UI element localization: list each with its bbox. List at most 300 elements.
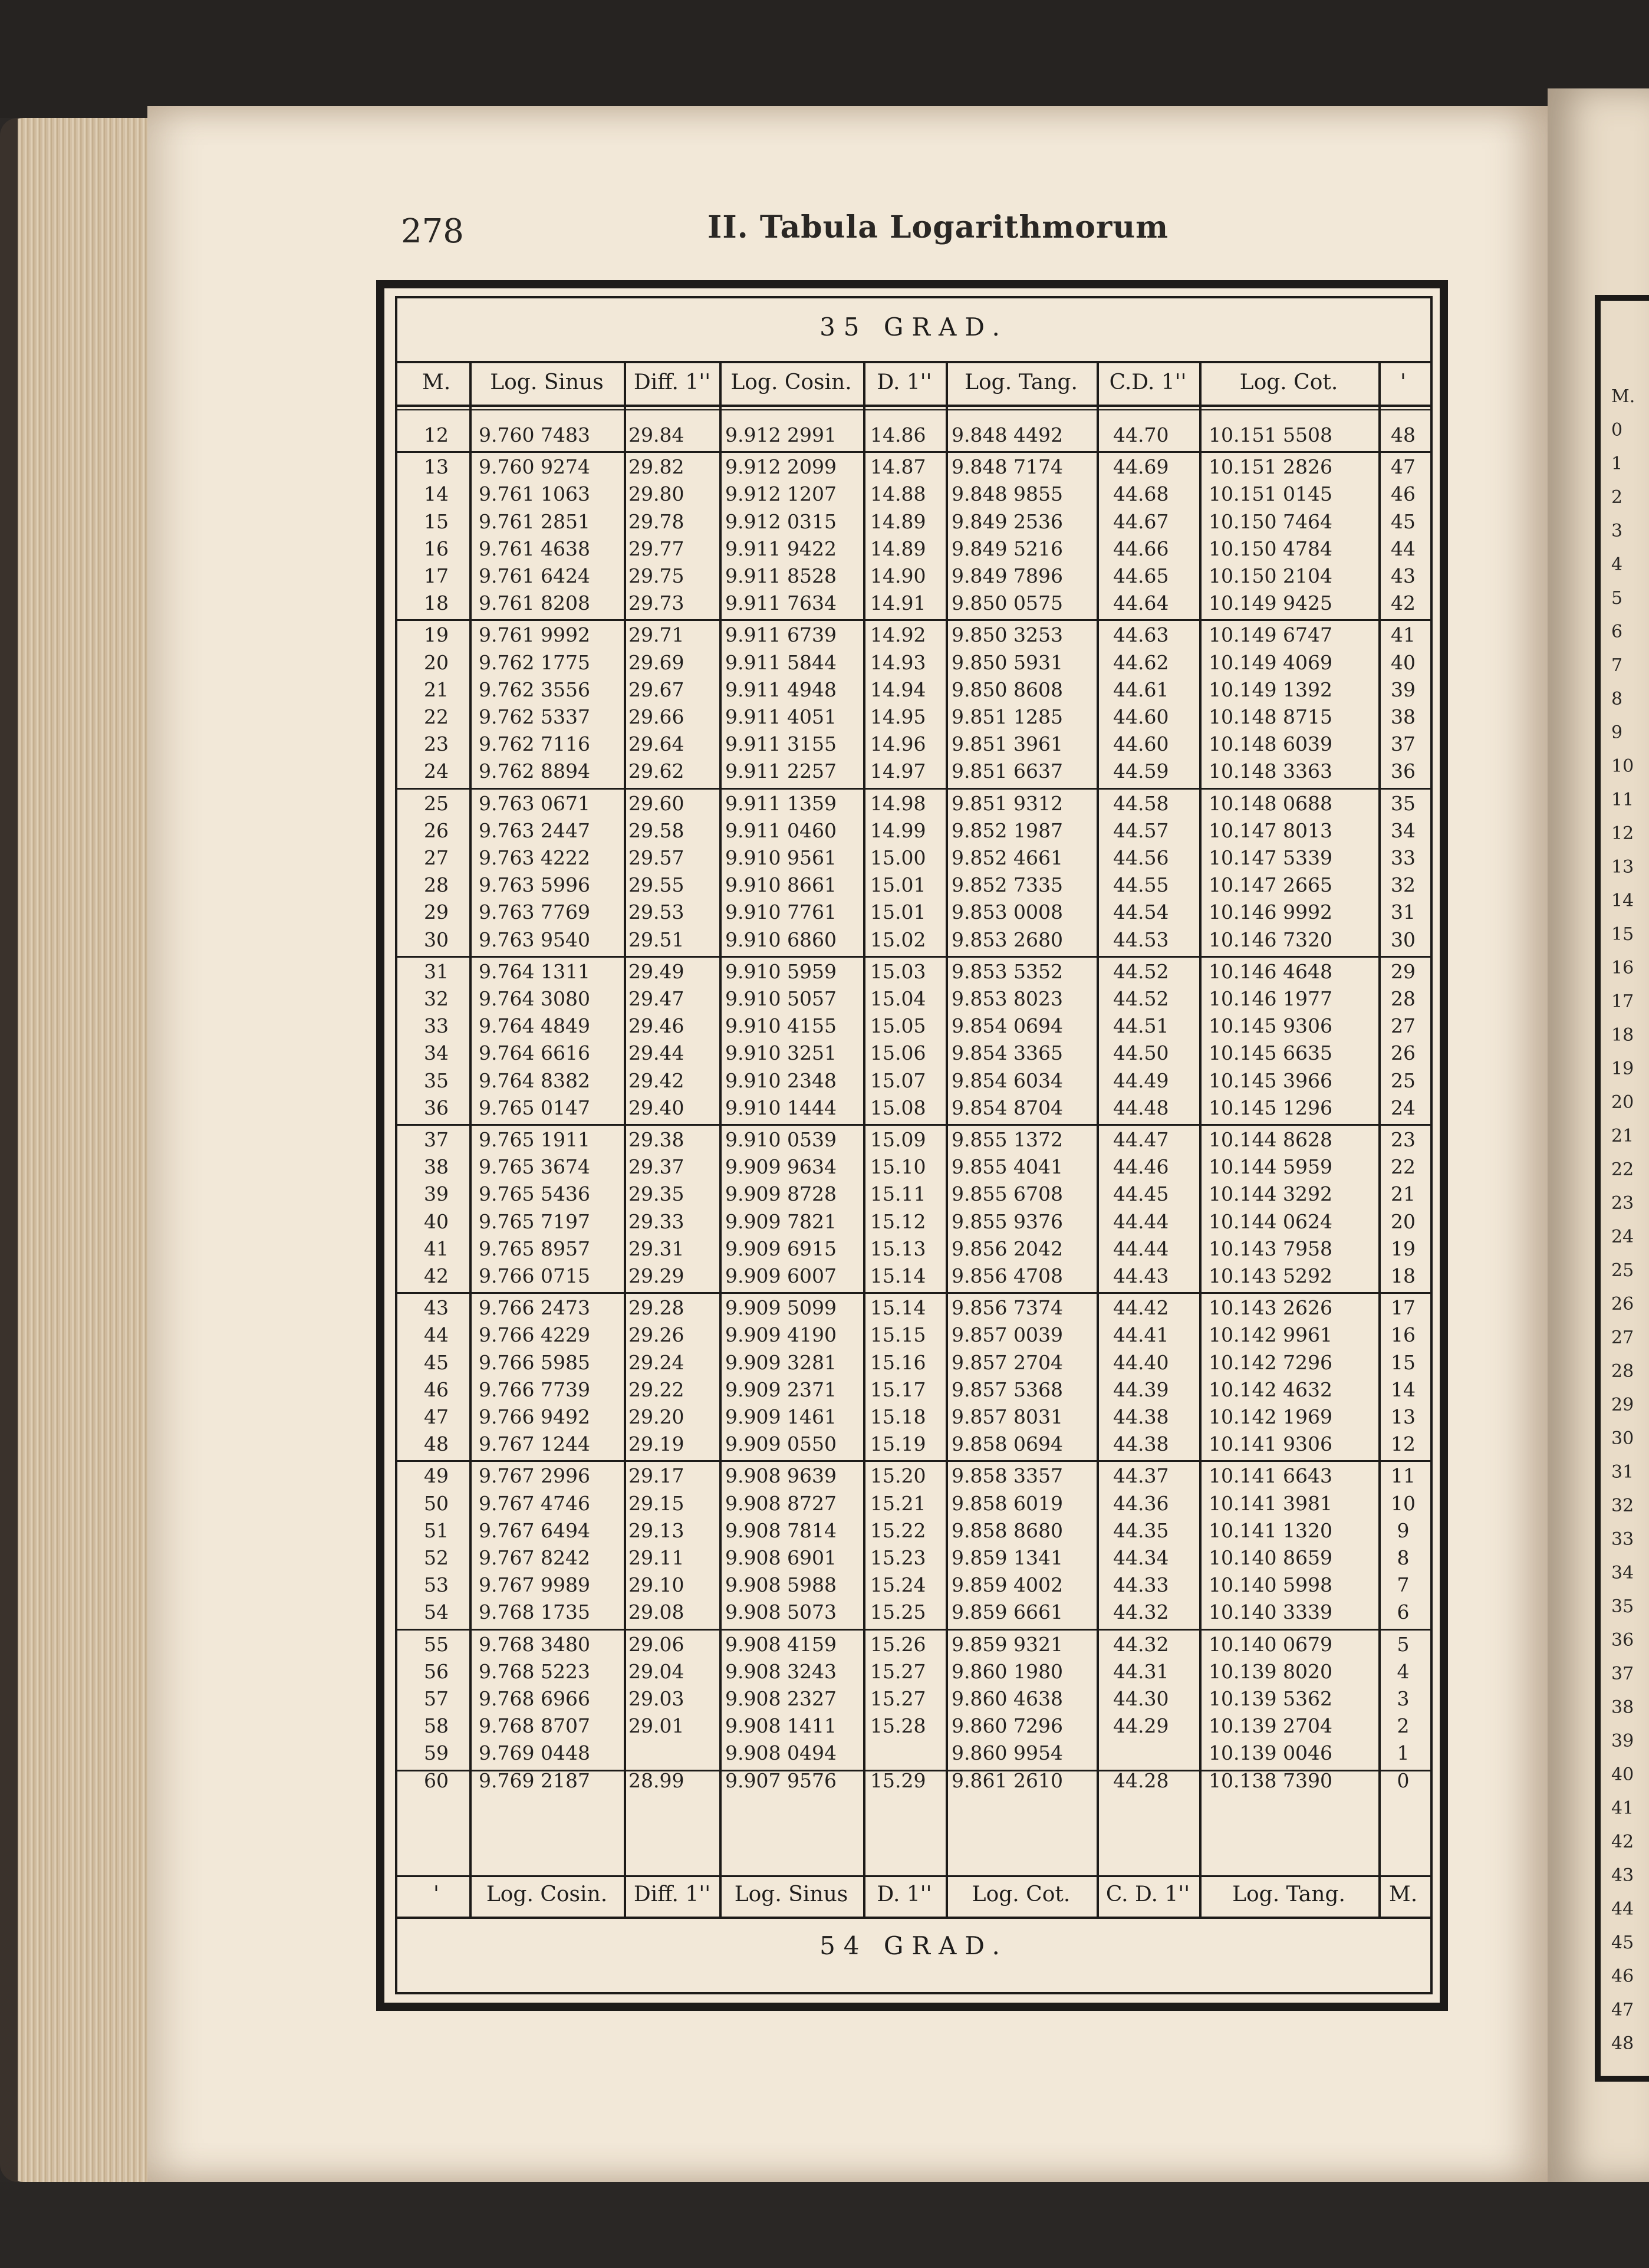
cell-log-cosin: 9.908 7814 (725, 1518, 837, 1542)
column-rule (1199, 363, 1202, 1918)
cell-log-tang: 9.853 5352 (952, 959, 1063, 983)
cell-log-cosin: 9.911 4948 (725, 678, 837, 701)
cell-log-sinus: 9.764 3080 (479, 987, 590, 1010)
cell-log-cot: 10.149 1392 (1209, 678, 1332, 701)
cell-diff-cosin: 14.93 (870, 650, 926, 674)
cell-diff-sinus: 29.46 (628, 1014, 684, 1038)
right-page-minute: 20 (1611, 1092, 1634, 1113)
cell-minute: 19 (424, 623, 449, 647)
right-page-minute: 18 (1611, 1025, 1634, 1046)
cell-log-cosin: 9.910 1444 (725, 1096, 837, 1119)
cell-log-sinus: 9.765 5436 (479, 1182, 590, 1206)
cell-log-cosin: 9.911 2257 (725, 760, 837, 783)
cell-log-tang: 9.854 0694 (952, 1014, 1063, 1038)
cell-minute: 12 (424, 423, 449, 446)
cell-cd-tang: 44.49 (1113, 1069, 1169, 1092)
cell-minute: 34 (424, 1041, 449, 1065)
cell-minute-right: 22 (1391, 1155, 1416, 1179)
cell-log-cot: 10.140 5998 (1209, 1573, 1332, 1597)
cell-minute-right: 19 (1391, 1237, 1416, 1260)
cell-log-tang: 9.854 3365 (952, 1041, 1063, 1065)
cell-log-cosin: 9.909 6915 (725, 1237, 837, 1260)
right-page-minute: 13 (1611, 857, 1634, 877)
right-page-minute: 4 (1611, 554, 1623, 575)
right-page (1548, 88, 1649, 2182)
cell-log-sinus: 9.761 4638 (479, 537, 590, 560)
cell-log-cot: 10.143 7958 (1209, 1237, 1332, 1260)
cell-diff-sinus: 29.80 (628, 482, 684, 506)
cell-diff-cosin: 15.18 (870, 1405, 926, 1428)
cell-minute: 38 (424, 1155, 449, 1179)
cell-minute: 30 (424, 928, 449, 951)
cell-log-cot: 10.144 3292 (1209, 1182, 1332, 1206)
cell-minute: 41 (424, 1237, 449, 1260)
cell-diff-cosin: 15.01 (870, 873, 926, 897)
cell-log-tang: 9.851 1285 (952, 705, 1063, 728)
header-diff-sinus: Diff. 1'' (633, 370, 711, 395)
cell-log-tang: 9.860 1980 (952, 1659, 1063, 1683)
cell-log-tang: 9.856 4708 (952, 1264, 1063, 1287)
cell-minute: 32 (424, 987, 449, 1010)
cell-log-cot: 10.149 9425 (1209, 591, 1332, 615)
cell-minute-right: 13 (1391, 1405, 1416, 1428)
cell-minute-right: 23 (1391, 1128, 1416, 1151)
cell-cd-tang: 44.34 (1113, 1546, 1169, 1569)
footer-log-cot: Log. Cot. (972, 1882, 1071, 1907)
group-separator-rule (397, 1124, 1430, 1126)
cell-log-tang: 9.848 4492 (952, 423, 1063, 446)
cell-log-cosin: 9.910 6860 (725, 928, 837, 951)
cell-diff-cosin: 15.27 (870, 1687, 926, 1710)
cell-log-cosin: 9.907 9576 (725, 1769, 837, 1792)
cell-cd-tang: 44.40 (1113, 1350, 1169, 1374)
cell-minute: 48 (424, 1432, 449, 1456)
cell-diff-sinus: 29.22 (628, 1378, 684, 1401)
cell-minute-right: 27 (1391, 1014, 1416, 1038)
cell-minute-right: 30 (1391, 928, 1416, 951)
cell-cd-tang: 44.45 (1113, 1182, 1169, 1206)
cell-diff-cosin: 15.15 (870, 1323, 926, 1347)
group-separator-rule (397, 1292, 1430, 1294)
right-page-minute: 28 (1611, 1361, 1634, 1382)
right-page-minute: 10 (1611, 756, 1634, 777)
cell-log-tang: 9.850 5931 (952, 650, 1063, 674)
cell-minute: 39 (424, 1182, 449, 1206)
cell-minute-right: 34 (1391, 819, 1416, 842)
cell-log-sinus: 9.767 4746 (479, 1491, 590, 1515)
cell-log-sinus: 9.760 9274 (479, 455, 590, 479)
cell-diff-cosin: 14.92 (870, 623, 926, 647)
grad-heading-top: 35 GRAD. (819, 313, 1008, 341)
cell-log-cot: 10.142 4632 (1209, 1378, 1332, 1401)
column-rule (719, 363, 722, 1918)
cell-minute: 57 (424, 1687, 449, 1710)
cell-log-cosin: 9.910 2348 (725, 1069, 837, 1092)
cell-log-tang: 9.857 8031 (952, 1405, 1063, 1428)
running-head: II. Tabula Logarithmorum (707, 209, 1169, 245)
cell-log-tang: 9.856 7374 (952, 1296, 1063, 1320)
cell-log-cot: 10.139 2704 (1209, 1714, 1332, 1738)
cell-log-sinus: 9.767 8242 (479, 1546, 590, 1569)
cell-log-cot: 10.142 1969 (1209, 1405, 1332, 1428)
cell-minute-right: 43 (1391, 564, 1416, 587)
cell-cd-tang: 44.48 (1113, 1096, 1169, 1119)
cell-log-sinus: 9.769 2187 (479, 1769, 590, 1792)
cell-log-cot: 10.142 7296 (1209, 1350, 1332, 1374)
cell-log-tang: 9.856 2042 (952, 1237, 1063, 1260)
cell-diff-sinus: 29.49 (628, 959, 684, 983)
cell-diff-cosin: 15.08 (870, 1096, 926, 1119)
cell-log-cot: 10.144 0624 (1209, 1209, 1332, 1233)
cell-diff-sinus: 29.33 (628, 1209, 684, 1233)
cell-cd-tang: 44.55 (1113, 873, 1169, 897)
cell-log-cosin: 9.908 2327 (725, 1687, 837, 1710)
cell-log-cosin: 9.910 4155 (725, 1014, 837, 1038)
cell-minute-right: 17 (1391, 1296, 1416, 1320)
cell-log-sinus: 9.763 5996 (479, 873, 590, 897)
cell-diff-cosin: 15.03 (870, 959, 926, 983)
cell-log-cosin: 9.911 3155 (725, 732, 837, 756)
group-separator-rule (397, 619, 1430, 621)
grad-heading-bottom: 54 GRAD. (819, 1931, 1008, 1960)
cell-log-tang: 9.855 9376 (952, 1209, 1063, 1233)
cell-diff-cosin: 15.04 (870, 987, 926, 1010)
cell-log-cosin: 9.912 1207 (725, 482, 837, 506)
cell-cd-tang: 44.66 (1113, 537, 1169, 560)
right-page-minute: 6 (1611, 622, 1623, 642)
right-page-minute: 15 (1611, 924, 1634, 945)
cell-minute-right: 26 (1391, 1041, 1416, 1065)
cell-minute-right: 9 (1397, 1518, 1410, 1542)
cell-log-cosin: 9.912 2991 (725, 423, 837, 446)
cell-log-tang: 9.848 7174 (952, 455, 1063, 479)
rule-under-header (397, 405, 1430, 407)
cell-minute: 40 (424, 1209, 449, 1233)
cell-log-tang: 9.851 6637 (952, 760, 1063, 783)
cell-diff-cosin: 15.11 (870, 1182, 926, 1206)
cell-diff-sinus: 29.31 (628, 1237, 684, 1260)
cell-diff-cosin: 15.28 (870, 1714, 926, 1738)
right-page-minute: 48 (1611, 2033, 1634, 2054)
cell-diff-sinus: 29.06 (628, 1632, 684, 1656)
cell-log-tang: 9.859 6661 (952, 1600, 1063, 1624)
cell-diff-sinus: 29.66 (628, 705, 684, 728)
cell-log-sinus: 9.766 9492 (479, 1405, 590, 1428)
cell-cd-tang: 44.32 (1113, 1632, 1169, 1656)
cell-cd-tang: 44.67 (1113, 510, 1169, 533)
cell-log-cosin: 9.909 2371 (725, 1378, 837, 1401)
cell-minute: 33 (424, 1014, 449, 1038)
cell-log-tang: 9.857 2704 (952, 1350, 1063, 1374)
cell-log-cot: 10.138 7390 (1209, 1769, 1332, 1792)
cell-log-tang: 9.853 0008 (952, 900, 1063, 924)
right-page-minute: 39 (1611, 1731, 1634, 1751)
cell-minute-right: 8 (1397, 1546, 1410, 1569)
cell-log-tang: 9.861 2610 (952, 1769, 1063, 1792)
cell-cd-tang: 44.64 (1113, 591, 1169, 615)
cell-log-tang: 9.849 5216 (952, 537, 1063, 560)
cell-log-cosin: 9.909 7821 (725, 1209, 837, 1233)
footer-log-cosin: Log. Cosin. (486, 1882, 608, 1907)
cell-minute: 26 (424, 819, 449, 842)
cell-diff-sinus: 29.10 (628, 1573, 684, 1597)
cell-log-cosin: 9.911 6739 (725, 623, 837, 647)
cell-log-sinus: 9.764 4849 (479, 1014, 590, 1038)
cell-diff-cosin: 15.22 (870, 1518, 926, 1542)
cell-log-tang: 9.857 0039 (952, 1323, 1063, 1347)
cell-cd-tang: 44.60 (1113, 705, 1169, 728)
cell-diff-cosin: 14.97 (870, 760, 926, 783)
cell-diff-sinus: 29.29 (628, 1264, 684, 1287)
rule-under-header-thin (397, 409, 1430, 410)
right-page-minute: 36 (1611, 1630, 1634, 1651)
cell-log-tang: 9.850 3253 (952, 623, 1063, 647)
cell-minute-right: 37 (1391, 732, 1416, 756)
cell-log-sinus: 9.766 4229 (479, 1323, 590, 1347)
cell-diff-cosin: 15.13 (870, 1237, 926, 1260)
right-page-minute: 44 (1611, 1899, 1634, 1919)
cell-minute-right: 48 (1391, 423, 1416, 446)
cell-log-sinus: 9.766 7739 (479, 1378, 590, 1401)
cell-log-tang: 9.860 4638 (952, 1687, 1063, 1710)
footer-diff: Diff. 1'' (633, 1882, 711, 1907)
cell-log-sinus: 9.760 7483 (479, 423, 590, 446)
cell-log-cot: 10.146 9992 (1209, 900, 1332, 924)
cell-log-cot: 10.147 5339 (1209, 846, 1332, 869)
cell-log-cot: 10.148 8715 (1209, 705, 1332, 728)
cell-diff-cosin: 15.16 (870, 1350, 926, 1374)
cell-log-cot: 10.149 4069 (1209, 650, 1332, 674)
cell-minute-right: 38 (1391, 705, 1416, 728)
cell-log-cot: 10.145 9306 (1209, 1014, 1332, 1038)
cell-log-sinus: 9.767 1244 (479, 1432, 590, 1456)
cell-log-cot: 10.145 1296 (1209, 1096, 1332, 1119)
cell-log-sinus: 9.769 0448 (479, 1741, 590, 1765)
right-page-minute: 41 (1611, 1798, 1634, 1819)
cell-log-cosin: 9.908 5073 (725, 1600, 837, 1624)
cell-log-cosin: 9.910 0539 (725, 1128, 837, 1151)
cell-log-cosin: 9.911 8528 (725, 564, 837, 587)
group-separator-rule (397, 451, 1430, 453)
cell-diff-sinus: 29.20 (628, 1405, 684, 1428)
book-spine-shadow (0, 118, 18, 2182)
cell-cd-tang: 44.54 (1113, 900, 1169, 924)
cell-log-cot: 10.150 4784 (1209, 537, 1332, 560)
cell-minute-right: 35 (1391, 791, 1416, 815)
cell-diff-cosin: 14.94 (870, 678, 926, 701)
cell-log-tang: 9.858 8680 (952, 1518, 1063, 1542)
cell-diff-cosin: 15.26 (870, 1632, 926, 1656)
footer-log-sinus: Log. Sinus (734, 1882, 848, 1907)
cell-cd-tang: 44.68 (1113, 482, 1169, 506)
cell-log-cosin: 9.909 8728 (725, 1182, 837, 1206)
cell-minute-right: 12 (1391, 1432, 1416, 1456)
cell-diff-sinus: 29.24 (628, 1350, 684, 1374)
right-page-minute: 7 (1611, 655, 1623, 676)
cell-diff-sinus: 29.03 (628, 1687, 684, 1710)
cell-log-sinus: 9.761 9992 (479, 623, 590, 647)
cell-log-sinus: 9.767 2996 (479, 1464, 590, 1488)
cell-diff-cosin: 14.90 (870, 564, 926, 587)
cell-diff-cosin: 14.89 (870, 537, 926, 560)
cell-diff-sinus: 29.55 (628, 873, 684, 897)
cell-log-cot: 10.140 8659 (1209, 1546, 1332, 1569)
cell-log-sinus: 9.764 8382 (479, 1069, 590, 1092)
cell-log-cosin: 9.909 4190 (725, 1323, 837, 1347)
cell-minute-right: 44 (1391, 537, 1416, 560)
cell-log-tang: 9.860 7296 (952, 1714, 1063, 1738)
right-page-minute: 12 (1611, 823, 1634, 844)
cell-minute-right: 31 (1391, 900, 1416, 924)
cell-minute-right: 16 (1391, 1323, 1416, 1347)
cell-log-cosin: 9.909 9634 (725, 1155, 837, 1179)
cell-cd-tang: 44.35 (1113, 1518, 1169, 1542)
cell-diff-sinus: 29.11 (628, 1546, 684, 1569)
cell-diff-sinus: 29.67 (628, 678, 684, 701)
cell-diff-sinus: 29.37 (628, 1155, 684, 1179)
right-page-minute: 27 (1611, 1327, 1634, 1348)
cell-log-cot: 10.149 6747 (1209, 623, 1332, 647)
cell-log-sinus: 9.765 8957 (479, 1237, 590, 1260)
cell-diff-sinus: 29.53 (628, 900, 684, 924)
cell-minute: 27 (424, 846, 449, 869)
cell-diff-cosin: 15.24 (870, 1573, 926, 1597)
cell-diff-sinus: 29.28 (628, 1296, 684, 1320)
cell-cd-tang: 44.28 (1113, 1769, 1169, 1792)
cell-log-cosin: 9.908 4159 (725, 1632, 837, 1656)
cell-diff-sinus: 29.60 (628, 791, 684, 815)
cell-log-cosin: 9.911 7634 (725, 591, 837, 615)
cell-minute-right: 3 (1397, 1687, 1410, 1710)
column-rule (946, 363, 948, 1918)
cell-diff-cosin: 15.00 (870, 846, 926, 869)
cell-log-tang: 9.859 4002 (952, 1573, 1063, 1597)
cell-log-cot: 10.147 8013 (1209, 819, 1332, 842)
cell-log-cot: 10.141 9306 (1209, 1432, 1332, 1456)
cell-cd-tang: 44.42 (1113, 1296, 1169, 1320)
footer-minutes: ' (433, 1882, 439, 1907)
group-separator-rule (397, 1460, 1430, 1462)
cell-diff-cosin: 15.07 (870, 1069, 926, 1092)
cell-cd-tang: 44.33 (1113, 1573, 1169, 1597)
cell-cd-tang: 44.59 (1113, 760, 1169, 783)
cell-cd-tang: 44.46 (1113, 1155, 1169, 1179)
cell-log-sinus: 9.762 8894 (479, 760, 590, 783)
cell-diff-cosin: 14.95 (870, 705, 926, 728)
cell-diff-cosin: 15.05 (870, 1014, 926, 1038)
right-page-minute: 8 (1611, 689, 1623, 709)
cell-minute: 24 (424, 760, 449, 783)
header-log-cot: Log. Cot. (1239, 370, 1338, 395)
cell-minute: 17 (424, 564, 449, 587)
cell-diff-sinus: 29.82 (628, 455, 684, 479)
cell-log-cosin: 9.908 0494 (725, 1741, 837, 1765)
cell-minute: 54 (424, 1600, 449, 1624)
cell-diff-cosin: 15.21 (870, 1491, 926, 1515)
footer-d: D. 1'' (877, 1882, 932, 1907)
cell-cd-tang: 44.47 (1113, 1128, 1169, 1151)
cell-log-sinus: 9.765 0147 (479, 1096, 590, 1119)
cell-minute: 46 (424, 1378, 449, 1401)
cell-minute: 13 (424, 455, 449, 479)
cell-log-sinus: 9.764 1311 (479, 959, 590, 983)
cell-cd-tang: 44.43 (1113, 1264, 1169, 1287)
cell-log-cosin: 9.908 5988 (725, 1573, 837, 1597)
cell-log-cot: 10.140 3339 (1209, 1600, 1332, 1624)
cell-log-tang: 9.849 7896 (952, 564, 1063, 587)
cell-log-sinus: 9.765 1911 (479, 1128, 590, 1151)
cell-minute-right: 41 (1391, 623, 1416, 647)
cell-log-cot: 10.139 0046 (1209, 1741, 1332, 1765)
cell-log-cosin: 9.910 5959 (725, 959, 837, 983)
cell-diff-cosin: 14.99 (870, 819, 926, 842)
cell-diff-sinus: 29.69 (628, 650, 684, 674)
cell-diff-sinus: 29.75 (628, 564, 684, 587)
right-page-minute: 43 (1611, 1865, 1634, 1886)
cell-log-cot: 10.151 2826 (1209, 455, 1332, 479)
cell-diff-sinus: 29.42 (628, 1069, 684, 1092)
cell-minute-right: 39 (1391, 678, 1416, 701)
cell-log-tang: 9.852 7335 (952, 873, 1063, 897)
cell-diff-cosin: 15.02 (870, 928, 926, 951)
cell-diff-sinus: 29.77 (628, 537, 684, 560)
right-page-minute: 0 (1611, 420, 1623, 441)
cell-diff-cosin: 15.14 (870, 1296, 926, 1320)
cell-log-sinus: 9.767 9989 (479, 1573, 590, 1597)
cell-minute-right: 40 (1391, 650, 1416, 674)
right-page-minute: 1 (1611, 453, 1623, 474)
cell-minute: 15 (424, 510, 449, 533)
cell-log-tang: 9.852 4661 (952, 846, 1063, 869)
header-cd-tang: C.D. 1'' (1109, 370, 1187, 395)
cell-log-cot: 10.148 0688 (1209, 791, 1332, 815)
cell-diff-sinus: 29.58 (628, 819, 684, 842)
cell-diff-cosin: 15.09 (870, 1128, 926, 1151)
cell-diff-sinus: 29.73 (628, 591, 684, 615)
cell-log-sinus: 9.763 7769 (479, 900, 590, 924)
cell-cd-tang: 44.57 (1113, 819, 1169, 842)
cell-log-tang: 9.855 4041 (952, 1155, 1063, 1179)
cell-minute: 53 (424, 1573, 449, 1597)
cell-log-cot: 10.141 1320 (1209, 1518, 1332, 1542)
cell-minute-right: 28 (1391, 987, 1416, 1010)
cell-log-cosin: 9.908 8727 (725, 1491, 837, 1515)
cell-diff-sinus: 29.04 (628, 1659, 684, 1683)
right-page-minute: 21 (1611, 1126, 1634, 1146)
header-log-tang: Log. Tang. (965, 370, 1078, 395)
cell-log-cot: 10.151 5508 (1209, 423, 1332, 446)
cell-log-tang: 9.854 8704 (952, 1096, 1063, 1119)
cell-diff-cosin: 15.12 (870, 1209, 926, 1233)
cell-minute-right: 18 (1391, 1264, 1416, 1287)
cell-log-cot: 10.150 2104 (1209, 564, 1332, 587)
cell-cd-tang: 44.29 (1113, 1714, 1169, 1738)
rule-under-grad (397, 361, 1430, 363)
right-page-minute: 14 (1611, 890, 1634, 911)
cell-log-sinus: 9.768 8707 (479, 1714, 590, 1738)
cell-cd-tang: 44.44 (1113, 1237, 1169, 1260)
right-page-minute: 38 (1611, 1697, 1634, 1718)
cell-cd-tang: 44.65 (1113, 564, 1169, 587)
cell-diff-sinus: 29.15 (628, 1491, 684, 1515)
cell-minute-right: 11 (1391, 1464, 1416, 1488)
cell-minute-right: 36 (1391, 760, 1416, 783)
cell-log-cosin: 9.910 3251 (725, 1041, 837, 1065)
cell-diff-cosin: 15.17 (870, 1378, 926, 1401)
cell-minute-right: 24 (1391, 1096, 1416, 1119)
cell-log-sinus: 9.764 6616 (479, 1041, 590, 1065)
right-page-minute: 46 (1611, 1966, 1634, 1987)
